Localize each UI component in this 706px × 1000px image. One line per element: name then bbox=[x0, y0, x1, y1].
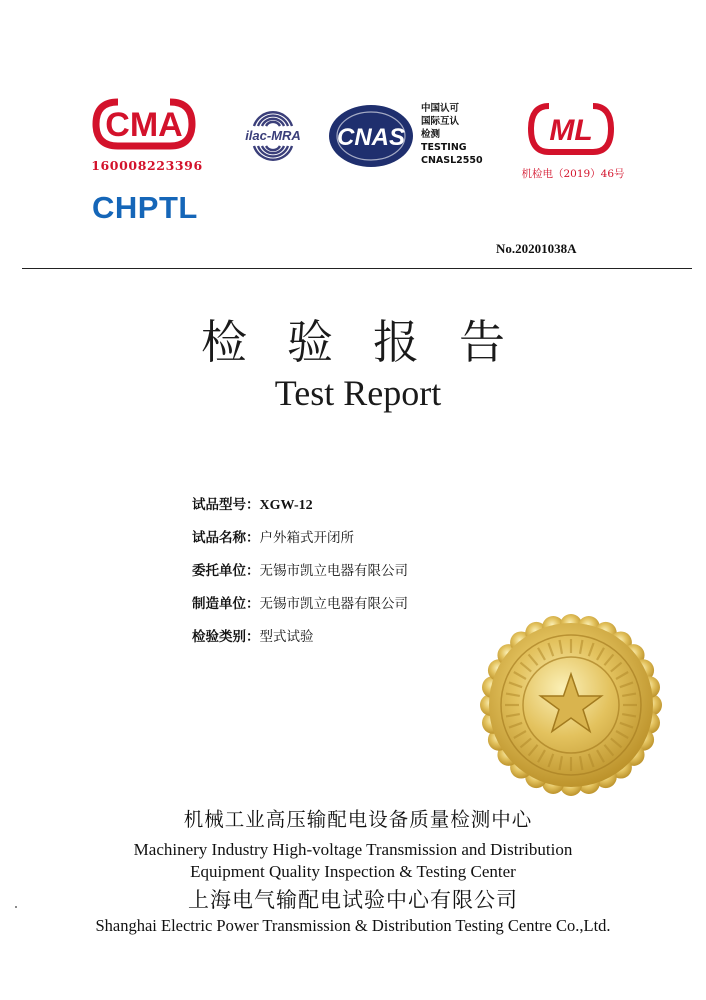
info-value: XGW-12 bbox=[259, 498, 313, 513]
issuer-name-english-line2: Equipment Quality Inspection & Testing Center bbox=[190, 862, 516, 881]
info-value: 无锡市凯立电器有限公司 bbox=[259, 563, 408, 579]
testing-centre-name-english: Shanghai Electric Power Transmission & Distribution Testing Centre Co.,Ltd. bbox=[95, 916, 611, 935]
info-label: 委托单位： bbox=[192, 563, 260, 579]
svg-text:CMA: CMA bbox=[105, 106, 183, 144]
info-value: 无锡市凯立电器有限公司 bbox=[259, 596, 408, 612]
cnas-accreditation-text bbox=[421, 102, 483, 167]
title-english: Test Report bbox=[274, 373, 442, 413]
cnas-info-line: 检测 bbox=[421, 129, 441, 140]
info-label: 试品名称： bbox=[192, 530, 260, 546]
title-chinese: 检验报告 bbox=[201, 315, 545, 369]
svg-text:ML: ML bbox=[549, 114, 593, 147]
info-value: 户外箱式开闭所 bbox=[259, 530, 354, 546]
info-row-manufacturer bbox=[192, 592, 408, 625]
svg-text:ilac-MRA: ilac-MRA bbox=[245, 128, 301, 143]
cma-logo bbox=[88, 94, 200, 154]
info-label: 检验类别： bbox=[192, 629, 260, 645]
ilac-mra-logo bbox=[232, 96, 314, 174]
ml-certificate-caption: 机检电（2019）46号 bbox=[521, 168, 625, 180]
testing-centre-name-chinese: 上海电气输配电试验中心有限公司 bbox=[188, 888, 518, 912]
ml-logo bbox=[525, 98, 617, 160]
cma-number: 160008223396 bbox=[91, 158, 203, 173]
info-row-model bbox=[192, 493, 408, 526]
info-label: 试品型号： bbox=[192, 497, 260, 513]
gold-seal bbox=[478, 612, 664, 798]
info-row-test-type bbox=[192, 625, 408, 658]
cnas-logo bbox=[327, 103, 415, 169]
cnas-info-line: TESTING bbox=[421, 142, 467, 153]
cnas-info-line: 国际互认 bbox=[421, 116, 460, 127]
cnas-info-line: CNASL2550 bbox=[421, 155, 483, 166]
info-row-name bbox=[192, 526, 408, 559]
report-number: No.20201038A bbox=[496, 241, 577, 256]
info-value: 型式试验 bbox=[259, 629, 314, 645]
info-row-client bbox=[192, 559, 408, 592]
report-info bbox=[192, 493, 408, 658]
info-label: 制造单位： bbox=[192, 596, 260, 612]
issuer-name-chinese: 机械工业高压输配电设备质量检测中心 bbox=[183, 808, 533, 831]
header-divider bbox=[22, 268, 692, 269]
chptl-logo: CHPTL bbox=[92, 190, 198, 225]
scan-speck bbox=[15, 906, 17, 908]
issuer-name-english-line1: Machinery Industry High-voltage Transmission and Distribution bbox=[133, 840, 573, 859]
svg-text:CNAS: CNAS bbox=[336, 124, 406, 151]
cnas-info-line: 中国认可 bbox=[421, 103, 460, 114]
